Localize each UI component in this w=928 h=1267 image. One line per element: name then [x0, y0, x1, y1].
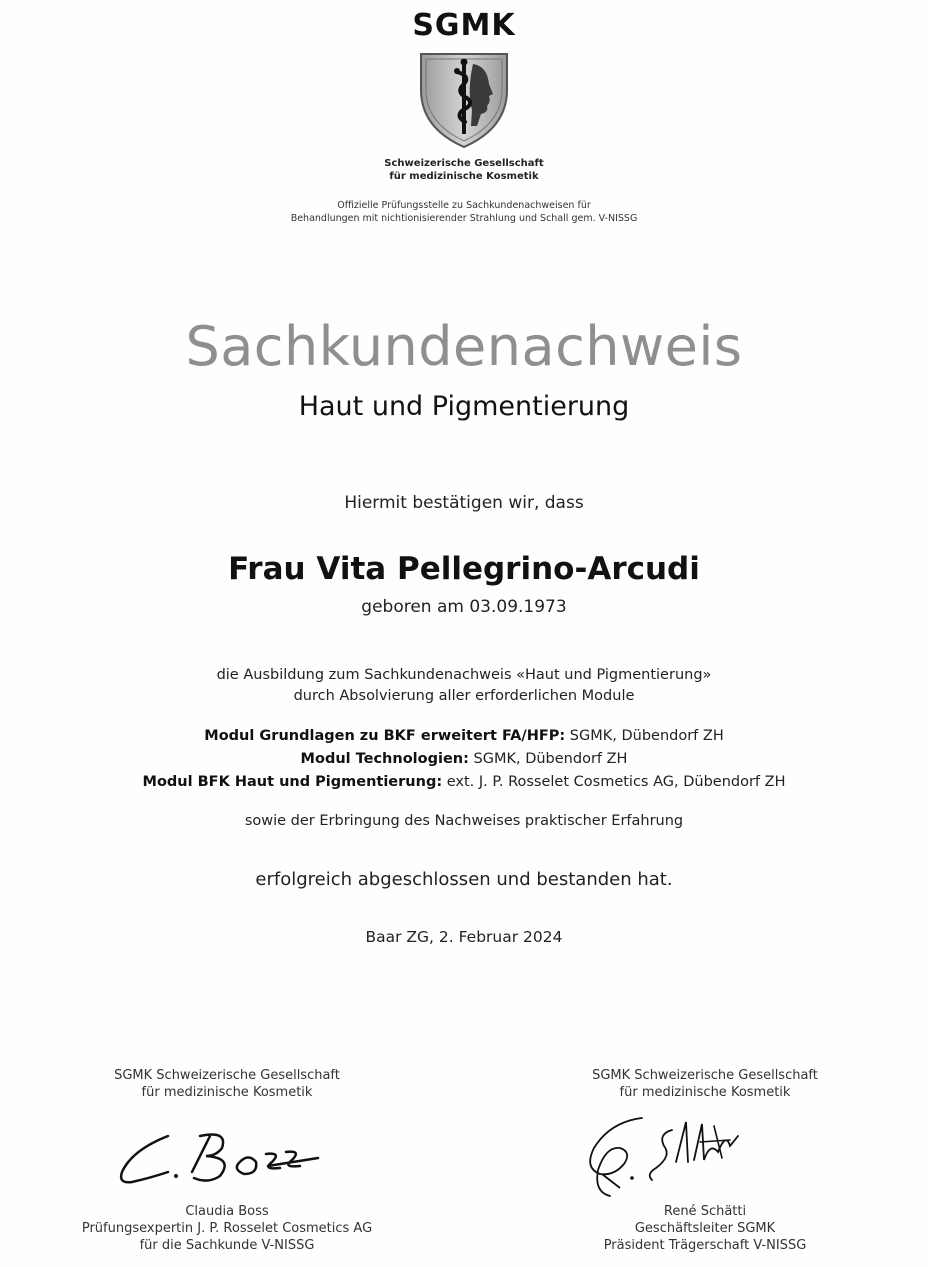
module-value: SGMK, Dübendorf ZH [468, 751, 628, 767]
left-signature [110, 1128, 340, 1194]
society-line: für medizinische Kosmetik [389, 171, 539, 182]
signatory-name: René Schätti [663, 1204, 747, 1219]
certificate-subtitle: Haut und Pigmentierung [298, 391, 630, 422]
logo-text: SGMK [412, 8, 516, 43]
course-line: die Ausbildung zum Sachkundenachweis «Haut und Pigmentierung» [216, 667, 712, 683]
practical-text: sowie der Erbringung des Nachweises praktischer Erfahrung [244, 813, 684, 829]
society-name [0, 157, 928, 183]
birth-date: geboren am 03.09.1973 [361, 597, 567, 617]
module-label: Modul Technologien: [300, 751, 469, 767]
recipient-name: Frau Vita Pellegrino-Arcudi [228, 551, 700, 587]
left-signatory-org [27, 1067, 427, 1101]
org-line: für medizinische Kosmetik [619, 1085, 791, 1100]
signatory-role: Präsident Trägerschaft V-NISSG [603, 1238, 807, 1253]
org-line: SGMK Schweizerische Gesellschaft [592, 1068, 818, 1083]
module-item [0, 725, 928, 748]
signatory-role: Geschäftsleiter SGMK [634, 1221, 776, 1236]
course-line: durch Absolvierung aller erforderlichen Module [293, 688, 635, 704]
module-label: Modul BFK Haut und Pigmentierung: [142, 774, 443, 790]
module-value: ext. J. P. Rosselet Cosmetics AG, Dübendorf ZH [442, 774, 786, 790]
module-label: Modul Grundlagen zu BKF erweitert FA/HFP: [204, 728, 566, 744]
modules-list [0, 725, 928, 794]
module-value: SGMK, Dübendorf ZH [565, 728, 724, 744]
right-signature [580, 1112, 760, 1212]
module-item [0, 771, 928, 794]
certificate-title: Sachkundenachweis [185, 315, 743, 378]
official-statement [0, 199, 928, 225]
left-signatory [27, 1203, 427, 1254]
official-line: Behandlungen mit nichtionisierender Strahlung und Schall gem. V-NISSG [290, 213, 638, 224]
place-date: Baar ZG, 2. Februar 2024 [365, 928, 563, 946]
society-line: Schweizerische Gesellschaft [384, 158, 544, 169]
org-line: SGMK Schweizerische Gesellschaft [114, 1068, 340, 1083]
completed-text: erfolgreich abgeschlossen und bestanden hat. [255, 869, 673, 890]
right-signatory-org [505, 1067, 905, 1101]
course-description [0, 665, 928, 707]
module-item [0, 748, 928, 771]
official-line: Offizielle Prüfungsstelle zu Sachkundenachweisen für [337, 200, 591, 211]
signatory-role: für die Sachkunde V-NISSG [139, 1238, 315, 1253]
shield-caduceus-icon [417, 50, 511, 150]
right-signatory [505, 1203, 905, 1254]
signatory-name: Claudia Boss [185, 1204, 269, 1219]
org-line: für medizinische Kosmetik [141, 1085, 313, 1100]
signatory-role: Prüfungsexpertin J. P. Rosselet Cosmetics AG [81, 1221, 373, 1236]
confirm-text: Hiermit bestätigen wir, dass [344, 493, 584, 513]
